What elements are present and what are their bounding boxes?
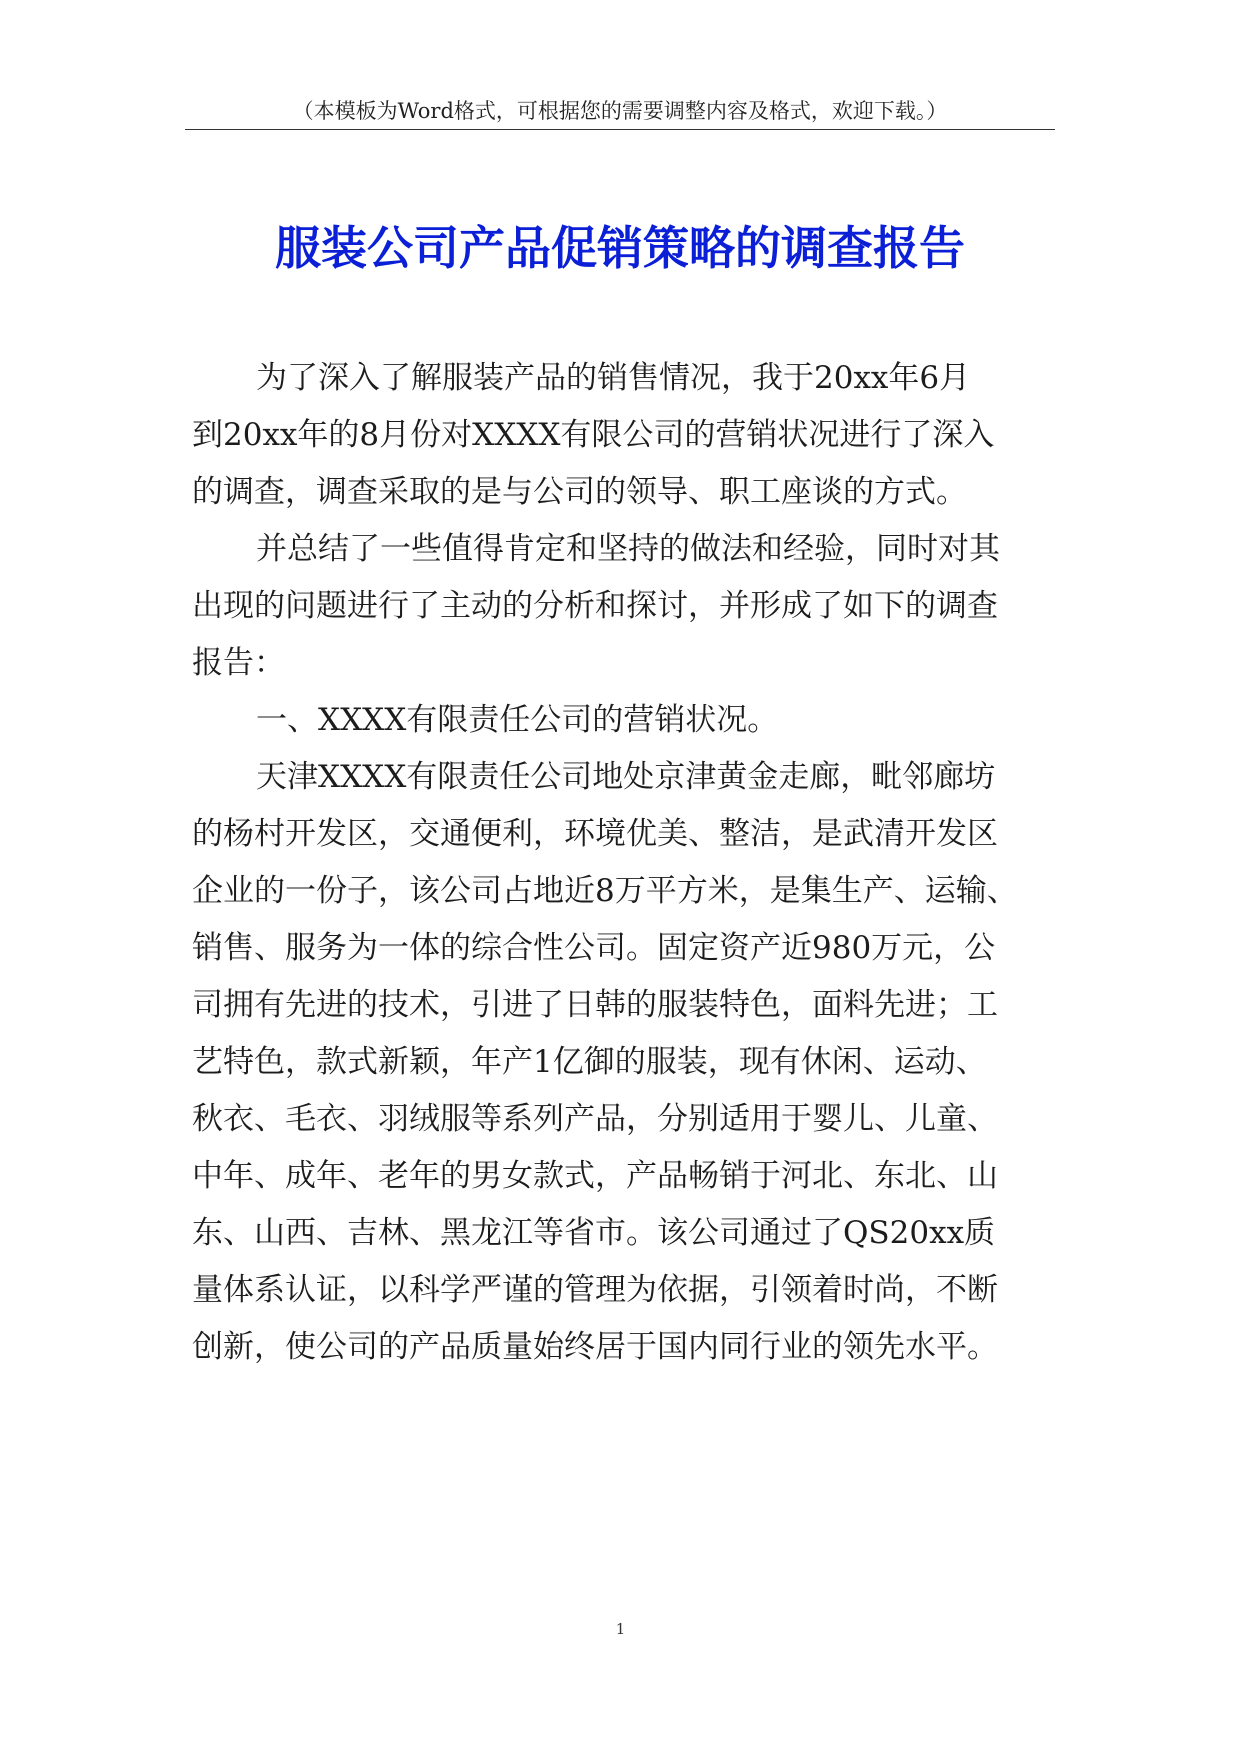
paragraph-line: 报告：	[192, 645, 285, 681]
paragraph-line: 为了深入了解服装产品的销售情况，我于20xx年6月	[256, 360, 971, 396]
paragraph-line: 到20xx年的8月份对XXXX有限公司的营销状况进行了深入	[192, 417, 995, 453]
paragraph-line: 司拥有先进的技术，引进了日韩的服装特色，面料先进；工	[192, 987, 998, 1023]
paragraph-line: 销售、服务为一体的综合性公司。固定资产近980万元，公	[192, 930, 996, 966]
paragraph-line: 并总结了一些值得肯定和坚持的做法和经验，同时对其	[256, 531, 1000, 567]
header-note: （本模板为Word格式，可根据您的需要调整内容及格式，欢迎下载。）	[292, 99, 948, 123]
paragraph-line: 企业的一份子，该公司占地近8万平方米，是集生产、运输、	[192, 873, 1018, 909]
paragraph-line: 中年、成年、老年的男女款式，产品畅销于河北、东北、山	[192, 1158, 998, 1194]
paragraph-line: 东、山西、吉林、黑龙江等省市。该公司通过了QS20xx质	[192, 1215, 996, 1251]
paragraph-line: 艺特色，款式新颖，年产1亿御的服装，现有休闲、运动、	[192, 1044, 987, 1080]
section-heading: 一、XXXX有限责任公司的营销状况。	[256, 702, 779, 738]
paragraph-line: 天津XXXX有限责任公司地处京津黄金走廊，毗邻廊坊	[256, 759, 996, 795]
paragraph-line: 出现的问题进行了主动的分析和探讨，并形成了如下的调查	[192, 588, 998, 624]
document-title: 服装公司产品促销策略的调查报告	[275, 221, 965, 275]
paragraph-line: 量体系认证，以科学严谨的管理为依据，引领着时尚，不断	[192, 1272, 998, 1308]
paragraph-line: 的调查，调查采取的是与公司的领导、职工座谈的方式。	[192, 474, 967, 510]
paragraph-line: 秋衣、毛衣、羽绒服等系列产品，分别适用于婴儿、儿童、	[192, 1101, 998, 1137]
header-divider	[185, 129, 1055, 130]
page-number: 1	[615, 1620, 626, 1638]
paragraph-line: 的杨村开发区，交通便利，环境优美、整洁，是武清开发区	[192, 816, 998, 852]
paragraph-line: 创新，使公司的产品质量始终居于国内同行业的领先水平。	[192, 1329, 998, 1365]
